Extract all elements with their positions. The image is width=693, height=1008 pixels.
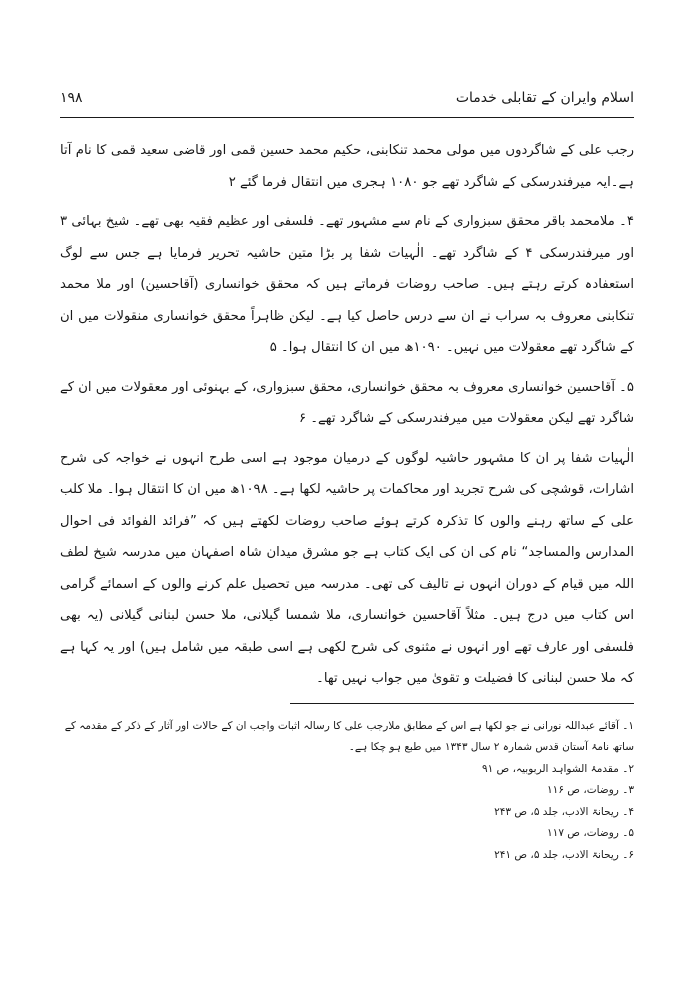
running-head: اسلام وایران کے تقابلی خدمات: [455, 90, 634, 106]
footnote-rule: [290, 703, 634, 704]
paragraph-2: ۴۔ ملامحمد باقر محقق سبزواری کے نام سے مشہور تھے۔ فلسفی اور عظیم فقیہ بھی تھے۔ شیخ بہائی ۳ اور میرفندرسکی ۴ کے شاگرد تھے۔ الٰہیات شفا پر بڑا متین حاشیہ تحریر فرمایا ہے جس سے لوگ استعفادہ کرتے رہتے ہیں۔ صاحب روضات فرماتے ہیں کہ محقق خوانساری (آقاحسین) اور ملا محمد تنکابنی معروف بہ سراب نے ان سے درس حاصل کیا ہے۔ لیکن ظاہراً محقق خوانساری منقولات میں ان کے شاگرد تھے معقولات میں نہیں۔ ۱۰۹۰ھ میں ان کا انتقال ہوا۔ ۵: [60, 214, 634, 355]
paragraph-3: ۵۔ آقاحسین خوانساری معروف بہ محقق خوانساری، محقق سبزواری، کے بہنوئی اور معقولات میں ان کے شاگرد تھے لیکن معقولات میں میرفندرسکی کے شاگرد تھے۔ ۶: [60, 379, 634, 426]
footnote-5: ۵۔ روضات، ص ۱۱۷: [547, 827, 634, 839]
document-page: [60, 86, 634, 866]
footnote-4: ۴۔ ریحانۃ الادب، جلد ۵، ص ۲۴۳: [494, 805, 634, 818]
footnote-2: ۲۔ مقدمۂ الشواہد الربوبیہ، ص ۹۱: [481, 762, 634, 775]
paragraph-1: رجب علی کے شاگردوں میں مولی محمد تنکابنی، حکیم محمد حسین قمی اور قاضی سعید قمی کا نام آتا ہے۔ایہ میرفندرسکی کے شاگرد تھے جو ۱۰۸۰ ہجری میں انتقال فرما گئے ۲: [60, 143, 634, 190]
page-header: [60, 86, 634, 116]
page-number: ۱۹۸: [60, 90, 83, 106]
footnote-3: ۳۔ روضات، ص ۱۱۶: [547, 784, 634, 796]
body-text: [60, 135, 634, 695]
paragraph-4: الٰہیات شفا پر ان کا مشہور حاشیہ لوگوں کے درمیان موجود ہے اسی طرح انہوں نے خواجہ کی شرح اشارات، قوشچی کی شرح تجرید اور محاکمات پر حاشیہ لکھا ہے۔ ۱۰۹۸ھ میں ان کا انتقال ہوا۔ ملا کلب علی کے ساتھ رہنے والوں کا تذکرہ کرتے ہوئے صاحب روضات لکھتے ہیں کہ ”فرائد الفوائد فی احوال المدارس والمساجد“ نام کی ان کی ایک کتاب ہے جو مشرق میدان شاہ اصفہان میں مدرسہ شیخ لطف اللہ میں قیام کے دوران انہوں نے تالیف کی تھی۔ مدرسہ میں تحصیل علم کرنے والوں کے اسمائے گرامی اس کتاب میں درج ہیں۔ مثلاً آقاحسین خوانساری، ملا شمسا گیلانی، ملا حسن لبنانی گیلانی (یہ بھی فلسفی اور عارف تھے اور انہوں نے مثنوی کی شرح لکھی ہے اسی طبقہ میں شامل ہیں) اور یہ کہا ہے کہ ملا حسن لبنانی کا فضیلت و تقویٰ میں جواب نہیں تھا۔: [60, 450, 634, 686]
footnote-6: ۶۔ ریحانۃ الادب، جلد ۵، ص ۲۴۱: [494, 848, 634, 861]
footnote-1: ۱۔ آقائے عبداللہ نورانی نے جو لکھا ہے اس کے مطابق ملارجب علی کا رسالہ اثبات واجب ان کے حالات اور آثار کے ذکر کے مقدمہ کے ساتھ نامۂ آستان قدس شمارہ ۲ سال ۱۳۴۳ میں طبع ہو چکا ہے۔: [64, 719, 634, 753]
footnotes: [60, 716, 634, 867]
header-rule: [60, 117, 634, 118]
